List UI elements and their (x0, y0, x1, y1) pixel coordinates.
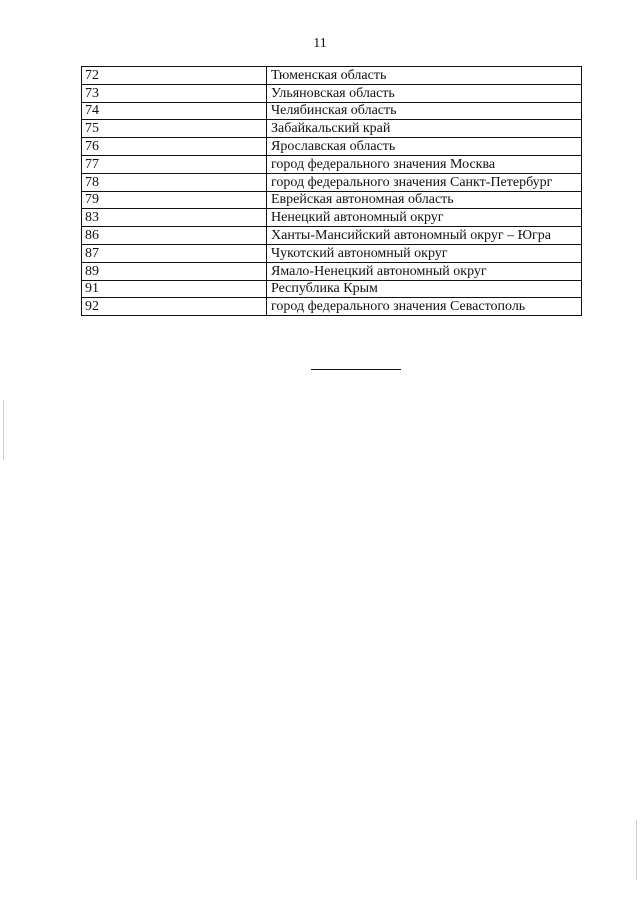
table-row (82, 262, 582, 280)
table-row (82, 191, 582, 209)
table-row (82, 227, 582, 245)
scan-artifact (636, 820, 637, 880)
region-name-cell: город федерального значения Санкт-Петербург (267, 173, 582, 191)
region-code-cell: 74 (82, 102, 267, 120)
region-code-cell: 87 (82, 244, 267, 262)
table-row (82, 298, 582, 316)
region-name-cell: Ульяновская область (267, 84, 582, 102)
region-name-cell: Тюменская область (267, 67, 582, 85)
region-code-cell: 73 (82, 84, 267, 102)
region-name-cell: Ярославская область (267, 138, 582, 156)
region-code-cell: 83 (82, 209, 267, 227)
end-of-document-rule (311, 369, 401, 370)
region-code-cell: 76 (82, 138, 267, 156)
table-row (82, 67, 582, 85)
region-name-cell: Ненецкий автономный округ (267, 209, 582, 227)
table-row (82, 84, 582, 102)
region-name-cell: город федерального значения Севастополь (267, 298, 582, 316)
table-row (82, 209, 582, 227)
table-row (82, 244, 582, 262)
region-code-cell: 72 (82, 67, 267, 85)
region-code-cell: 92 (82, 298, 267, 316)
region-name-cell: Забайкальский край (267, 120, 582, 138)
page-number: 11 (313, 36, 327, 51)
region-code-cell: 77 (82, 155, 267, 173)
region-name-cell: Чукотский автономный округ (267, 244, 582, 262)
table-row (82, 138, 582, 156)
table-row (82, 173, 582, 191)
table-row (82, 120, 582, 138)
region-name-cell: город федерального значения Москва (267, 155, 582, 173)
region-name-cell: Еврейская автономная область (267, 191, 582, 209)
region-name-cell: Ханты-Мансийский автономный округ – Югра (267, 227, 582, 245)
region-codes-table-body (82, 67, 582, 316)
region-code-cell: 91 (82, 280, 267, 298)
region-code-cell: 75 (82, 120, 267, 138)
region-code-cell: 89 (82, 262, 267, 280)
table-row (82, 280, 582, 298)
scan-artifact (3, 400, 4, 460)
region-code-cell: 79 (82, 191, 267, 209)
region-name-cell: Ямало-Ненецкий автономный округ (267, 262, 582, 280)
region-name-cell: Челябинская область (267, 102, 582, 120)
region-code-cell: 78 (82, 173, 267, 191)
table-row (82, 102, 582, 120)
region-codes-table (81, 66, 582, 316)
region-name-cell: Республика Крым (267, 280, 582, 298)
table-row (82, 155, 582, 173)
region-code-cell: 86 (82, 227, 267, 245)
